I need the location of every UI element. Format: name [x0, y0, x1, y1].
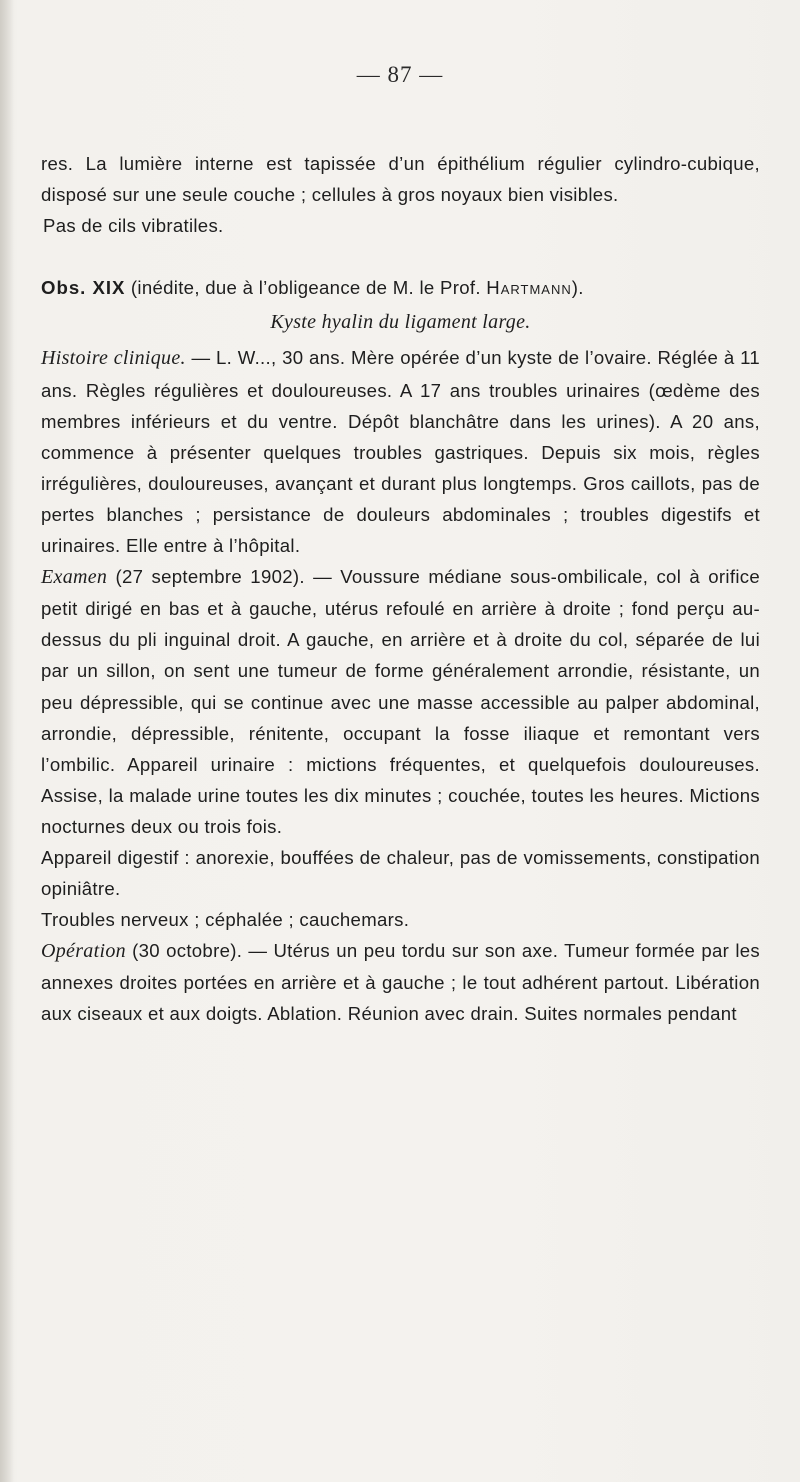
- paragraph-cils-text: Pas de cils vibratiles.: [43, 215, 224, 237]
- page-edge-shadow: [0, 0, 14, 1482]
- clinical-history-text: — L. W..., 30 ans. Mère opérée d’un kyste de l’ovaire. Réglée à 11 ans. Règles régulières et douloureuses. A 17 ans troubles urinaires (œdème des membres inférieurs et du ventre. Dépôt blanchâtre dans les urines). A 20 ans, commence à présenter quelques troubles gastriques. Depuis six mois, règles irrégulières, douloureuses, avançant et durant plus longtemps. Gros caillots, pas de pertes blanches ; persistance de douleurs abdominales ; troubles digestifs et urinaires. Elle entre à l’hôpital.: [41, 347, 761, 557]
- operation-label: Opération: [41, 940, 126, 963]
- clinical-history-label: Histoire clinique.: [41, 347, 186, 370]
- nervous-paragraph: Troubles nerveux ; céphalée ; cauchemars.: [41, 909, 410, 931]
- body-text: [41, 148, 760, 1030]
- spacer: [41, 241, 760, 272]
- paragraph-cils: [41, 210, 760, 241]
- examination: [41, 561, 760, 842]
- operation-text: (30 octobre). — Utérus un peu tordu sur son axe. Tumeur formée par les annexes droites portées en arrière et à gauche ; le tout adhérent partout. Libération aux ciseaux et aux doigts. Ablation. Réunion avec drain. Suites normales pendant: [41, 940, 760, 1025]
- examination-label: Examen: [41, 566, 108, 589]
- observation-text: (inédite, due à l’obligeance de M. le Prof.: [125, 277, 487, 299]
- case-title: Kyste hyalin du ligament large.: [270, 311, 531, 334]
- observation-author: Hartmann: [486, 277, 572, 299]
- digestive-paragraph: Appareil digestif : anorexie, bouffées de chaleur, pas de vomissements, constipation opiniâtre.: [41, 846, 760, 900]
- paragraph-continuation: res. La lumière interne est tapissée d’un épithélium régulier cylindro-cubique, disposé sur une seule couche ; cellules à gros noyaux bien visibles.: [41, 153, 760, 206]
- operation-paragraph: [41, 935, 760, 1029]
- clinical-history: [41, 342, 760, 561]
- observation-heading: [41, 272, 760, 303]
- observation-text-end: ).: [571, 277, 584, 299]
- examination-text: (27 septembre 1902). — Voussure médiane sous-ombilicale, col à orifice petit dirigé en bas et à gauche, utérus refoulé en arrière à droite ; fond perçu au-dessus du pli inguinal droit. A gauche, en arrière et à droite du col, séparée de lui par un sillon, on sent une tumeur de forme généralement arrondie, résistante, un peu dépressible, qui se continue avec une masse accessible au palper abdominal, arrondie, dépressible, rénitente, occupant la fosse iliaque et remontant vers l’ombilic. Appareil urinaire : mictions fréquentes, et quelquefois douloureuses. Assise, la malade urine toutes les dix minutes ; couchée, toutes les heures. Mictions nocturnes deux ou trois fois.: [41, 566, 760, 837]
- page-number: — 87 —: [356, 62, 444, 87]
- observation-label: Obs. XIX: [41, 277, 126, 299]
